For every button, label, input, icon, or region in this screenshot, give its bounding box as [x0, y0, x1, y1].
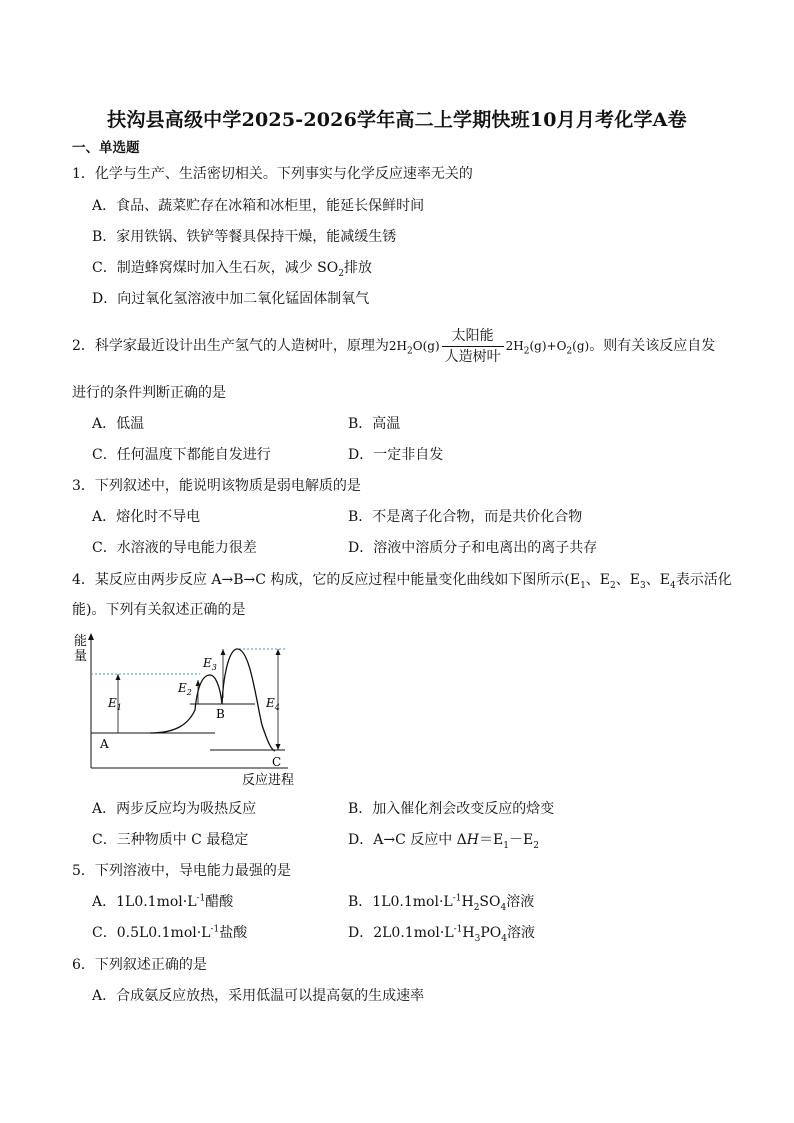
q3-option-d: D．溶液中溶质分子和电离出的离子共存	[348, 540, 598, 556]
q2-stem-line2: 进行的条件判断正确的是	[72, 385, 226, 401]
label-a: A	[100, 737, 109, 751]
y-axis-label-bottom: 量	[74, 649, 88, 664]
q4-option-d: D．A→C 反应中 $\Delta H=E_1-E_2$	[348, 832, 539, 851]
section-heading: 一、单选题	[72, 140, 140, 156]
q3-option-b: B．不是离子化合物，而是共价化合物	[348, 509, 583, 525]
y-axis-label-top: 能	[74, 634, 88, 649]
q5-option-a: A．$1L0.1mol\cdot L^{-1}$醋酸	[92, 893, 234, 910]
y-axis-arrow	[88, 633, 94, 640]
q2-option-d: D．一定非自发	[348, 447, 444, 463]
q1-option-c	[92, 258, 372, 278]
q3-stem: 3．下列叙述中，能说明该物质是弱电解质的是	[72, 478, 361, 494]
q4-stem-line1: 4．某反应由两步反应 A→B→C 构成，它的反应过程中能量变化曲线如下图所示($E_1$、$E_2$、$E_3$、$E_4$表示活化	[72, 572, 732, 591]
q5-option-d: D．$2L0.1mol\cdot L^{-1}H_3PO_4$溶液	[348, 924, 535, 944]
q4-option-c: C．三种物质中 C 最稳定	[92, 832, 249, 848]
q2-option-c: C．任何温度下都能自发进行	[92, 447, 271, 463]
label-c: C	[272, 755, 282, 769]
label-e1: $E_1$	[108, 696, 122, 712]
q1-option-c-tail: 排放	[343, 260, 372, 276]
q2-option-b: B．高温	[348, 416, 401, 432]
q4-stem-line2: 能)。下列有关叙述正确的是	[72, 602, 246, 618]
q5-option-c: C．$0.5L0.1mol\cdot L^{-1}$盐酸	[92, 924, 248, 941]
label-e4: $E_4$	[266, 696, 280, 712]
q1-option-c-text: C．制造蜂窝煤时加入生石灰，减少	[92, 260, 313, 276]
label-e3: $E_3$	[203, 656, 217, 672]
q3-option-c: C．水溶液的导电能力很差	[92, 540, 257, 556]
energy-diagram	[70, 630, 310, 790]
q1-stem: 1．化学与生产、生活密切相关。下列事实与化学反应速率无关的	[72, 166, 473, 182]
label-b: B	[216, 707, 225, 721]
x-axis-label: 反应进程	[242, 773, 295, 788]
q2-option-a: A．低温	[92, 416, 145, 432]
q6-stem: 6．下列叙述正确的是	[72, 957, 207, 973]
q1-option-a: A．食品、蔬菜贮存在冰箱和冰柜里，能延长保鲜时间	[92, 198, 425, 214]
q1-option-b: B．家用铁锅、铁铲等餐具保持干燥，能减缓生锈	[92, 229, 397, 245]
q1-option-c-formula: $SO_2$	[317, 260, 344, 279]
label-e2: $E_2$	[178, 681, 192, 697]
q6-option-a: A．合成氨反应放热，采用低温可以提高氨的生成速率	[92, 988, 425, 1004]
q5-option-b: B．$1L0.1mol\cdot L^{-1}H_2SO_4$溶液	[348, 893, 535, 913]
q1-option-d: D．向过氧化氢溶液中加二氧化锰固体制氧气	[92, 291, 370, 307]
q2-equation-right: $2H_2(g)+O_2(g)$	[505, 339, 590, 357]
q4-option-b: B．加入催化剂会改变反应的焓变	[348, 801, 555, 817]
q2-equation-left: $2H_2O(g)$	[388, 339, 440, 357]
q2-reaction-condition: $\frac{\text{太阳能}}{\text{人造树叶}}$	[442, 327, 504, 366]
q3-option-a: A．熔化时不导电	[92, 509, 201, 525]
q5-stem: 5．下列溶液中，导电能力最强的是	[72, 863, 291, 879]
q4-option-a: A．两步反应均为吸热反应	[92, 801, 257, 817]
exam-title: 扶沟县高级中学2025-2026学年高二上学期快班10月月考化学A卷	[107, 109, 687, 131]
q2-stem: 2．科学家最近设计出生产氢气的人造树叶，原理为$2H_2O(g)$ $\frac{\text{太阳能}}{\text{人造树叶}}$ $2H_2(g)+O_2(g)$。则有关该反应自发	[72, 327, 716, 365]
